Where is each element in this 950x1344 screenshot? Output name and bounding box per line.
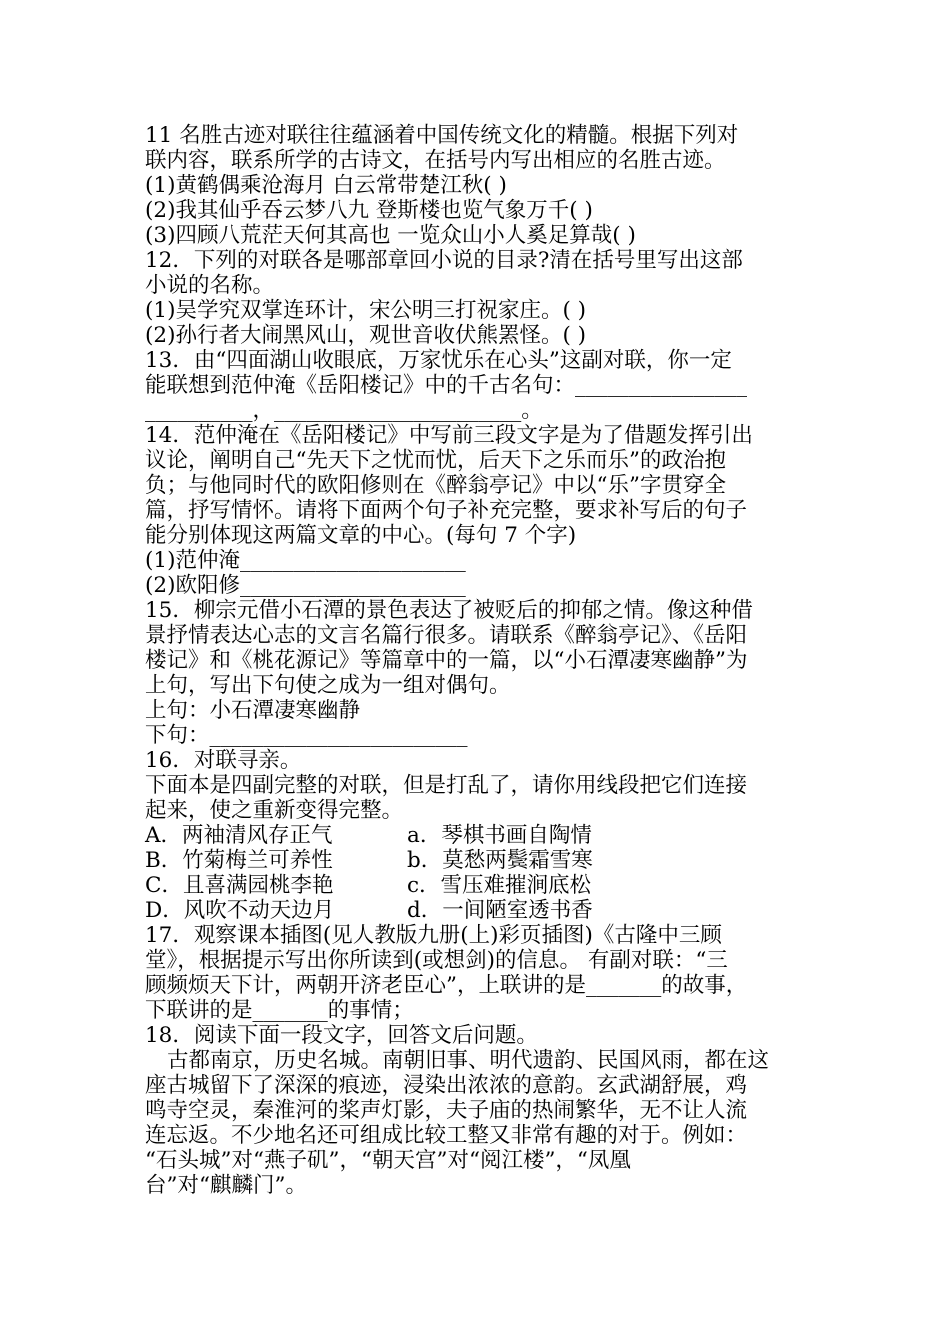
couplet-lower: b．莫愁两鬓霜雪寒 <box>407 848 593 873</box>
paragraph-line: 座古城留下了深深的痕迹，浸染出浓浓的意韵。玄武湖舒展，鸡 <box>145 1073 748 1098</box>
text-line: 上句，写出下句使之成为一组对偶句。 <box>145 673 511 698</box>
text-line: 下句：________________________ <box>145 723 468 748</box>
text-line: 联内容，联系所学的古诗文，在括号内写出相应的名胜古迹。 <box>145 148 726 173</box>
text-line: (2)我其仙乎吞云梦八九 登斯楼也览气象万千( ) <box>145 198 593 223</box>
text-line: 堂》，根据提示写出你所读到(或想剑)的信息。 有副对联：“三 <box>145 948 728 973</box>
text-line: 12．下列的对联各是哪部章回小说的目录?清在括号里写出这部 <box>145 248 743 273</box>
text-line: 顾频烦天下计，两朝开济老臣心”，上联讲的是_______的故事， <box>145 973 748 998</box>
text-line: (1)黄鹤偶乘沧海月 白云常带楚江秋( ) <box>145 173 507 198</box>
text-line: 能联想到范仲淹《岳阳楼记》中的千古名句：________________ <box>145 373 748 398</box>
paragraph-line: 台”对“麒麟门”。 <box>145 1173 307 1198</box>
text-line: 议论，阐明自己“先天下之忧而忧，后天下之乐而乐”的政治抱 <box>145 448 726 473</box>
couplet-upper: A．两袖清风存正气 <box>145 823 333 848</box>
couplet-lower: d．一间陋室透书香 <box>407 898 593 923</box>
text-line: __________，_______________________。 <box>145 398 543 423</box>
text-line: 17．观察课本插图(见人教版九册(上)彩页插图)《古隆中三顾 <box>145 923 722 948</box>
text-line: 上句：小石潭凄寒幽静 <box>145 698 361 723</box>
text-line: 能分别体现这两篇文章的中心。(每句 7 个字) <box>145 523 577 548</box>
text-line: 14．范仲淹在《岳阳楼记》中写前三段文字是为了借题发挥引出 <box>145 423 753 448</box>
document-body <box>145 123 810 1198</box>
couplet-option-row <box>145 823 810 848</box>
couplet-upper: D．风吹不动天边月 <box>145 898 335 923</box>
text-line: 11 名胜古迹对联往往蕴涵着中国传统文化的精髓。根据下列对 <box>145 123 739 148</box>
text-line: 起来，使之重新变得完整。 <box>145 798 404 823</box>
text-line: (2)孙行者大闹黑风山，观世音收伏熊罴怪。( ) <box>145 323 587 348</box>
couplet-option-row <box>145 898 810 923</box>
text-line: 楼记》和《桃花源记》等篇章中的一篇，以“小石潭凄寒幽静”为 <box>145 648 748 673</box>
couplet-option-row <box>145 848 810 873</box>
text-line: (1)吴学究双掌连环计，宋公明三打祝家庄。( ) <box>145 298 587 323</box>
paragraph-line: 古都南京，历史名城。南朝旧事、明代遗韵、民国风雨，都在这 <box>167 1048 770 1073</box>
couplet-option-row <box>145 873 810 898</box>
couplet-upper: C．且喜满园桃李艳 <box>145 873 334 898</box>
paragraph-line: “石头城”对“燕子矶”，“朝天宫”对“阅江楼”，“凤凰 <box>145 1148 631 1173</box>
text-line: 景抒情表达心志的文言名篇行很多。请联系《醉翁亭记》、《岳阳 <box>145 623 748 648</box>
text-line: 13．由“四面湖山收眼底，万家忧乐在心头”这副对联，你一定 <box>145 348 732 373</box>
text-line: 负；与他同时代的欧阳修则在《醉翁亭记》中以“乐”字贯穿全 <box>145 473 726 498</box>
text-line: (1)范仲淹_____________________ <box>145 548 466 573</box>
couplet-lower: a．琴棋书画自陶情 <box>407 823 592 848</box>
text-line: 篇，抒写情怀。请将下面两个句子补充完整，要求补写后的句子 <box>145 498 748 523</box>
text-line: 小说的名称。 <box>145 273 275 298</box>
text-line: 16．对联寻亲。 <box>145 748 302 773</box>
text-line: 下面本是四副完整的对联，但是打乱了，请你用线段把它们连接 <box>145 773 748 798</box>
text-line: 15．柳宗元借小石潭的景色表达了被贬后的抑郁之情。像这种借 <box>145 598 753 623</box>
paragraph-line: 连忘返。不少地名还可组成比较工整又非常有趣的对于。例如： <box>145 1123 748 1148</box>
text-line: (3)四顾八荒茫天何其高也 一览众山小人奚足算哉( ) <box>145 223 636 248</box>
couplet-lower: c．雪压难摧涧底松 <box>407 873 592 898</box>
text-line: (2)欧阳修_____________________ <box>145 573 466 598</box>
couplet-upper: B．竹菊梅兰可养性 <box>145 848 333 873</box>
text-line: 18．阅读下面一段文字，回答文后问题。 <box>145 1023 538 1048</box>
paragraph-line: 鸣寺空灵，秦淮河的桨声灯影，夫子庙的热闹繁华，无不让人流 <box>145 1098 748 1123</box>
text-line: 下联讲的是_______的事情； <box>145 998 414 1023</box>
